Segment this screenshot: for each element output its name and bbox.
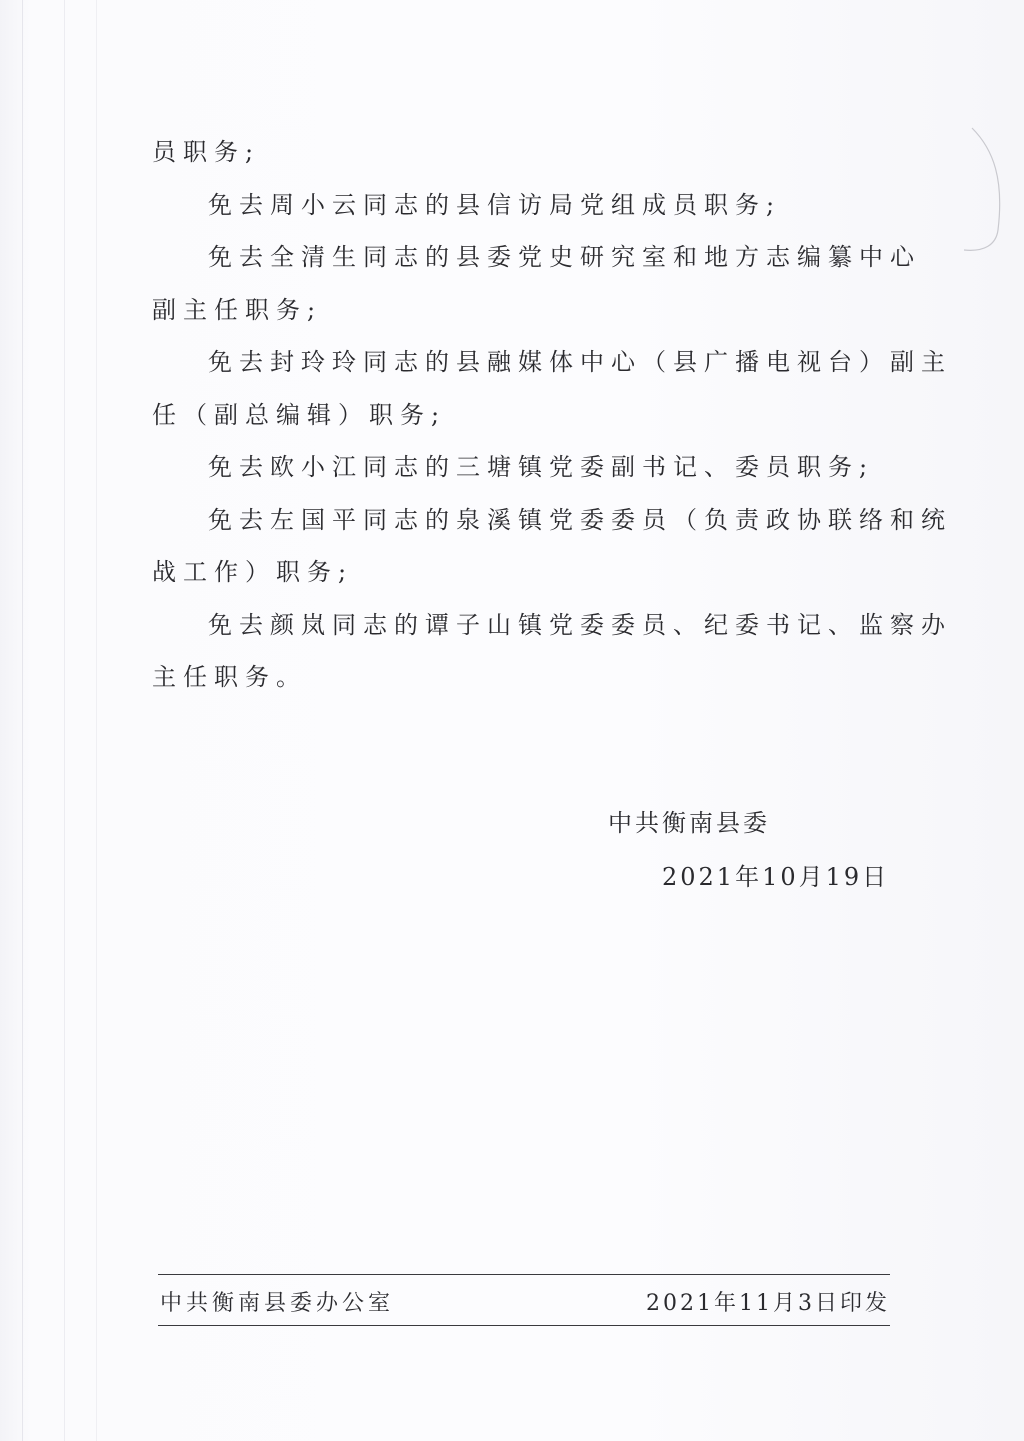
paragraph-line: 免去颜岚同志的谭子山镇党委委员、纪委书记、监察办 xyxy=(208,610,952,639)
paragraph-line: 免去封玲玲同志的县融媒体中心（县广播电视台）副主 xyxy=(208,348,952,376)
footer-top-rule xyxy=(158,1274,890,1275)
scan-edge-line xyxy=(64,0,65,1441)
scan-edge-line xyxy=(96,0,97,1441)
paragraph-line: 任（副总编辑）职务; xyxy=(152,400,447,429)
footer-issuer: 中共衡南县委办公室 xyxy=(160,1291,395,1316)
paragraph-line: 免去周小云同志的县信访局党组成员职务; xyxy=(208,190,782,219)
paragraph-line: 副主任职务; xyxy=(152,295,323,324)
paragraph-line: 免去欧小江同志的三塘镇党委副书记、委员职务; xyxy=(208,453,875,481)
scan-edge-line xyxy=(22,0,23,1441)
signature-organization: 中共衡南县委 xyxy=(608,809,770,837)
paragraph-line: 免去左国平同志的泉溪镇党委委员（负责政协联络和统 xyxy=(208,505,952,534)
paragraph-line: 战工作）职务; xyxy=(152,558,354,586)
signature-date: 2021年10月19日 xyxy=(662,863,890,891)
scan-mark xyxy=(964,120,1024,270)
paragraph-line: 主任职务。 xyxy=(152,663,307,691)
footer-bottom-rule xyxy=(158,1325,890,1326)
footer-issue-date: 2021年11月3日印发 xyxy=(646,1291,890,1316)
paragraph-line: 免去全清生同志的县委党史研究室和地方志编纂中心 xyxy=(208,243,921,271)
document-body xyxy=(152,126,952,704)
paragraph-line: 员职务; xyxy=(152,138,261,166)
